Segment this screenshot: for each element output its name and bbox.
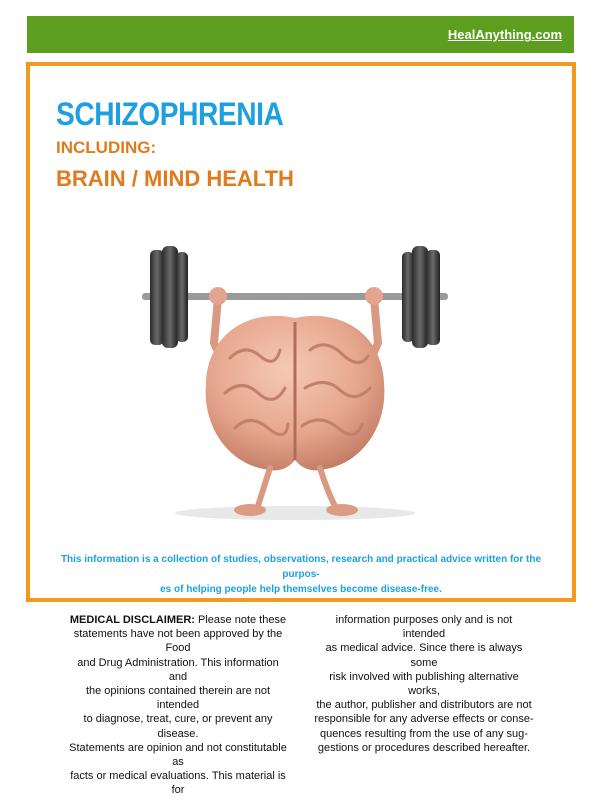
disclaimer-line: responsible for any adverse effects or conse-: [314, 713, 534, 726]
page-title: SCHIZOPHRENIA: [56, 96, 284, 132]
disclaimer-line: quences resulting from the use of any sug-: [320, 727, 528, 740]
disclaimer-line: Statements are opinion and not constitutable as: [69, 741, 287, 769]
disclaimer-line: statements have not been approved by the Food: [73, 628, 283, 655]
disclaimer-line: risk involved with publishing alternative works,: [329, 670, 519, 698]
disclaimer-line: as medical advice. Since there is always some: [325, 642, 523, 669]
disclaimer-column-left: [68, 613, 288, 798]
cover-frame: [26, 62, 576, 602]
medical-disclaimer: [68, 613, 534, 798]
disclaimer-line: MEDICAL DISCLAIMER: Please note these: [69, 614, 287, 626]
tagline-line-1: This information is a collection of studies, observations, research and practical advice written for the purpos-: [60, 554, 542, 580]
disclaimer-label: MEDICAL DISCLAIMER:: [69, 614, 195, 626]
including-label: INCLUDING:: [56, 138, 157, 157]
tagline-line-2: es of helping people help themselves become disease-free.: [160, 584, 442, 595]
tagline: [50, 552, 552, 597]
disclaimer-line: gestions or procedures described hereafter.: [317, 741, 531, 754]
disclaimer-line: the opinions contained therein are not intended: [85, 685, 271, 712]
disclaimer-line: the author, publisher and distributors are not: [316, 699, 532, 712]
site-link[interactable]: HealAnything.com: [447, 27, 562, 42]
subtitle: BRAIN / MIND HEALTH: [56, 166, 294, 191]
disclaimer-line: to diagnose, treat, cure, or prevent any disease.: [83, 713, 273, 740]
header-bar: [27, 16, 574, 53]
brain-lifting-barbell-icon: [130, 238, 460, 523]
disclaimer-column-right: [314, 613, 534, 798]
disclaimer-line: facts or medical evaluations. This material is for: [70, 770, 286, 797]
disclaimer-line: information purposes only and is not intended: [335, 614, 513, 641]
disclaimer-line: and Drug Administration. This information and: [77, 656, 279, 683]
